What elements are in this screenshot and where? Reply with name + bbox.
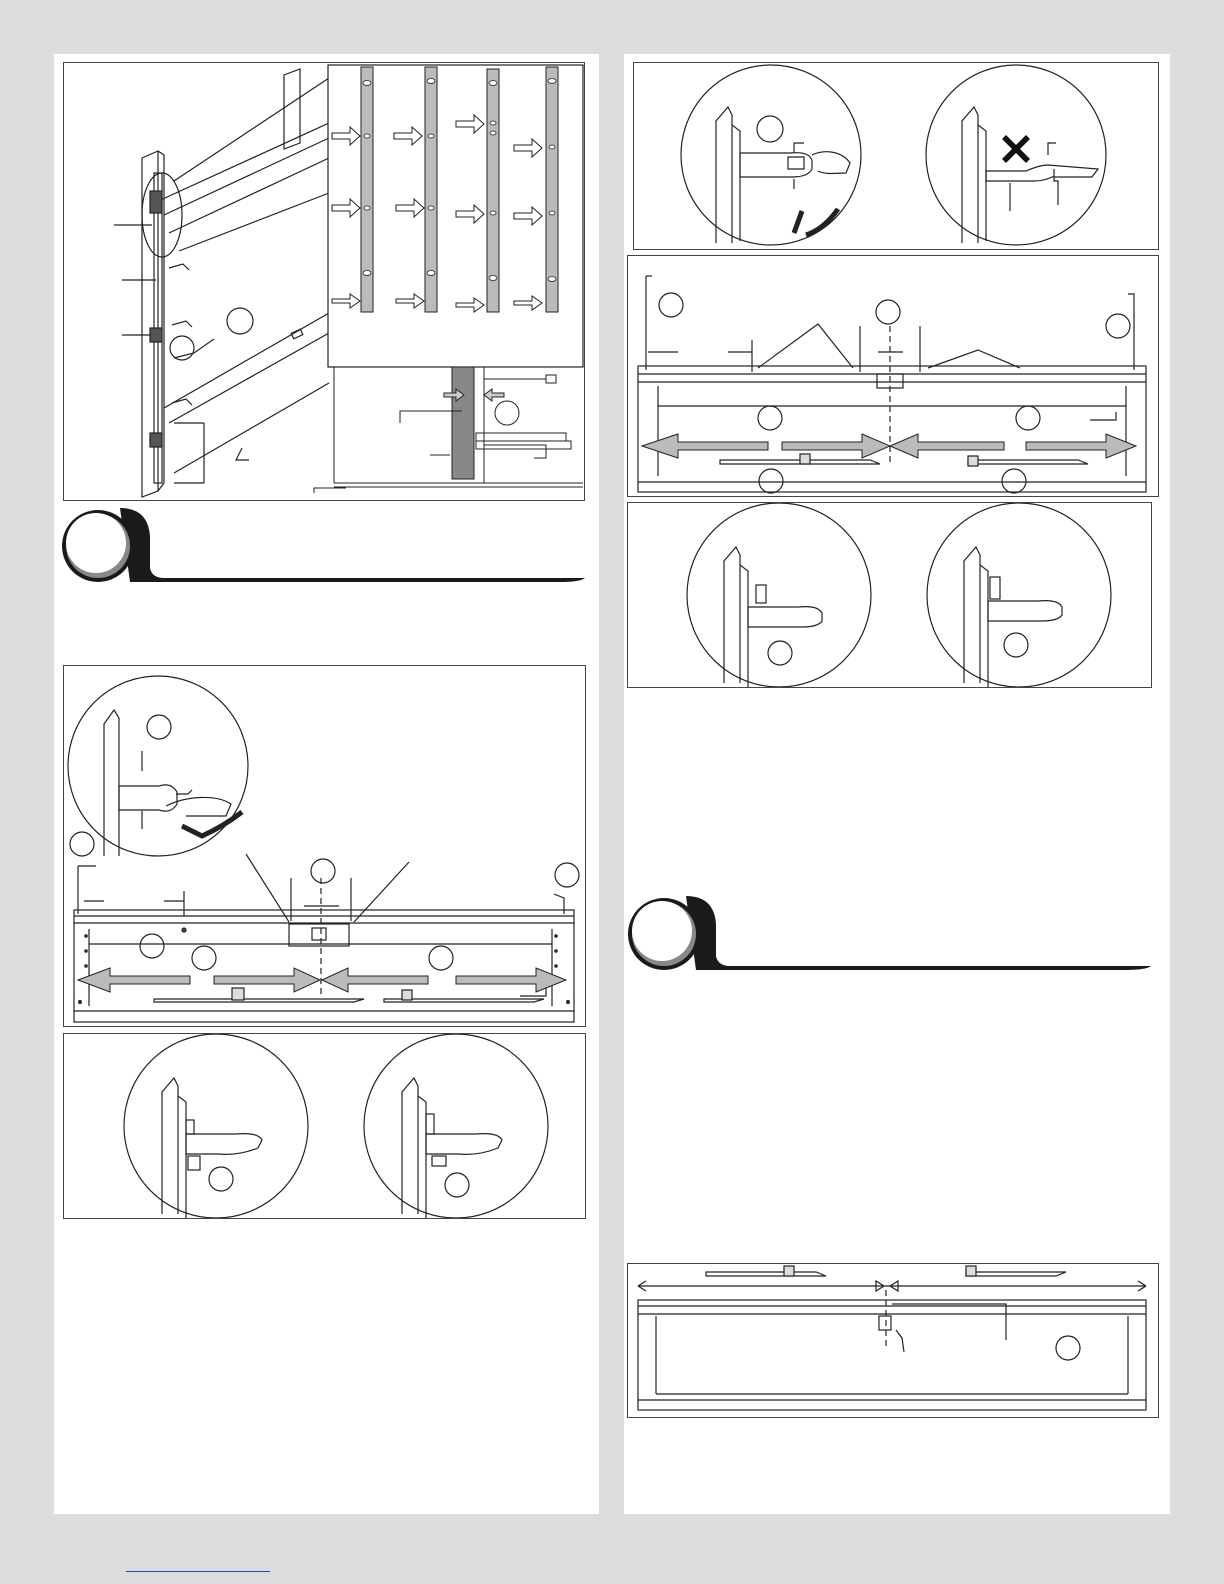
- step-header-bar: [686, 896, 1151, 970]
- rail-layout-figure: [627, 255, 1159, 497]
- left-column: [54, 54, 599, 1514]
- step-header-bar: [120, 508, 585, 582]
- x-mark-icon: [1002, 135, 1030, 163]
- level-rail-figure: [63, 665, 586, 1027]
- bracket-adjust-figure: [627, 502, 1152, 688]
- bracket-detail-figure: [63, 1033, 586, 1219]
- rail-installation-figure: [63, 62, 585, 501]
- step-header: [60, 506, 590, 586]
- footer-link-underline[interactable]: [126, 1571, 270, 1572]
- step-header: [626, 894, 1156, 974]
- center-mark-figure: [627, 1263, 1159, 1418]
- correct-incorrect-figure: [633, 62, 1159, 250]
- right-column: [624, 54, 1170, 1514]
